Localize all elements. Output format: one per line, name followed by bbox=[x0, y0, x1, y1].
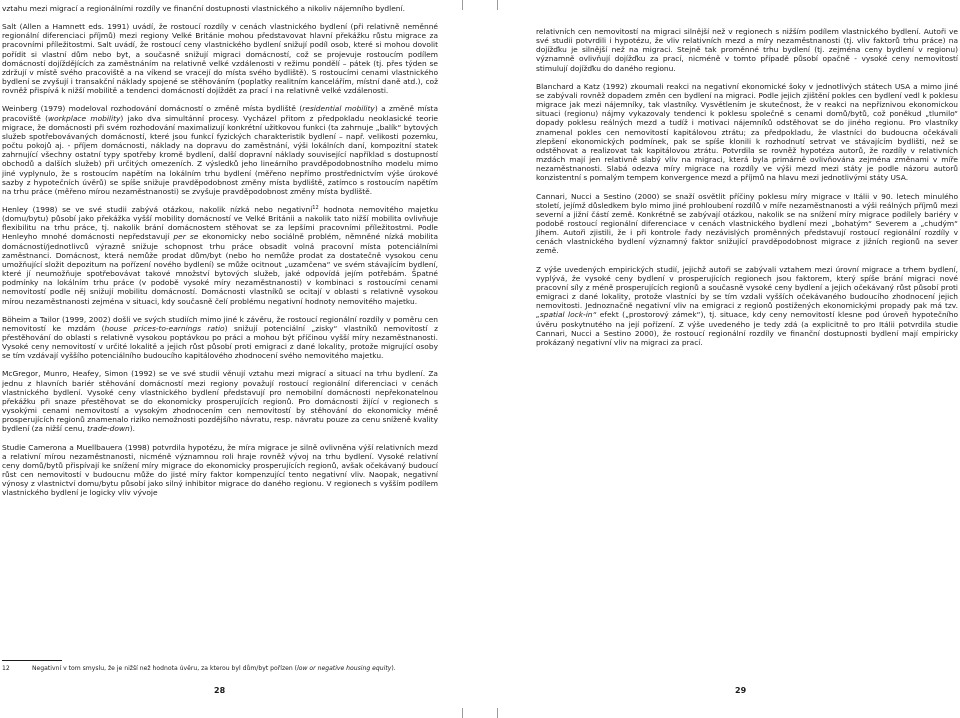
paragraph: Studie Camerona a Muellbauera (1998) potvrdila hypotézu, že míra migrace je silně ovlivněna výší relativních mezd a relativní mírou nezaměstnanosti, nicméně významnou roli hraje rovněž vývoj na trhu bydlení. Vysoké relativní ceny domů/bytů přispívají ke snížení míry migrace do ekonomicky prosperujících regionů, avšak očekávaný budoucí růst cen nemovitostí v budoucnu může do jisté míry faktor kompenzující tento negativní vliv. Naopak, negativní výnosy z vlastnictví domu/bytu působí jako silný inhibitor migrace do daného regionu. V regionech s vyšším podílem vlastnického bydlení je logicky vliv vývoje bbox=[2, 442, 438, 498]
page-number: 28 bbox=[214, 686, 226, 695]
page-number: 29 bbox=[735, 686, 747, 695]
paragraph: relativních cen nemovitostí na migraci silnější než v regionech s nižším podílem vlastnického bydlení. Autoři ve své studii potvrdili i hypotézu, že vliv relativních mezd a míry nezaměstnanosti (tj. vliv faktorů trhu práce) na dojížďku je silnější než na migraci. Stejně tak proměnné trhu bydlení (tj. zejména ceny bydlení v regionu) významně ovlivňují dojížďku za prací, nicméně v tomto případě působí opačně - vysoké ceny nemovitostí stimulují dojížďku do daného regionu. bbox=[536, 27, 958, 73]
footnote: 12 Negativní v tom smyslu, že je nižší než hodnota úvěru, za kterou byl dům/byt pořízen (low or negative housing equity). bbox=[2, 665, 396, 672]
left-text-column bbox=[2, 4, 438, 507]
crop-mark bbox=[497, 708, 498, 718]
paragraph: McGregor, Munro, Heafey, Simon (1992) se ve své studii věnují vztahu mezi migrací a situací na trhu bydlení. Za jednu z hlavních bariér stěhování domácností mezi regiony považují rostoucí regionální diferenciaci v cenách vlastnického bydlení. Vysoké ceny vlastnického bydlení představují pro nemobilní domácnosti nepřekonatelnou překážku při snaze přestěhovat se do ekonomicky prosperujících regionů. Pro domácnosti žijící v regionech s vysokými cenami nemovitostí a vysokým zhodnocením cen nemovitostí by stěhování do ekonomicky méně prosperujících regionů znamenalo riziko nemožnosti pozdějšího návratu, resp. návratu pouze za cenu sníženě kvality bydlení (za nižší cenu, trade-down). bbox=[2, 369, 438, 434]
paragraph: Weinberg (1979) modeloval rozhodování domácností o změně místa bydliště (residential mobility) a změně místa pracoviště (workplace mobility) jako dva simultánní procesy. Vycházel přitom z předpokladu neoklasické teorie migrace, že domácnosti při svém rozhodování maximalizují konkrétní užitkovou funkci (ta zahrnuje „balík“ bytových služeb spotřebovávaných domácností, které jsou funkcí fyzických charakteristik bydlení – např. velikosti pozemku, počtu pokojů aj. - příjem domácnosti, náklady na dopravu do zaměstnání, výši lokálních daní, kompozitní statek zahrnující všechny ostatní typy spotřeby kromě bydlení, další dopravní náklady související například s dostupností obchodů a dalších služeb) při určitých omezeních. Z výsledků jeho lineárního pravděpodobnostního modelu mimo jiné vyplynulo, že s rostoucím napětím na lokálním trhu bydlení (měřeno nepřímo prostřednictvím výše úrokové sazby z hypotečních úvěrů) se spíše snižuje pravděpodobnost změny místa bydliště, zatímco s rostoucím napětím na trhu práce (měřeno mírou nezaměstnanosti) se zvyšuje pravděpodobnost změny místa bydliště. bbox=[2, 104, 439, 196]
crop-mark bbox=[497, 0, 498, 10]
crop-mark bbox=[462, 0, 463, 10]
footnote-ref: 12 bbox=[312, 204, 319, 211]
right-page bbox=[480, 0, 960, 718]
paragraph: Z výše uvedených empirických studií, jejichž autoři se zabývali vztahem mezi úrovní migrace a trhem bydlení, vyplývá, že vysoké ceny bydlení v prosperujících regionech jsou faktorem, který spíše brání migraci nové pracovní síly z méně prosperujících regionů a současně vysoké ceny bydlení a jejich očekávaný růst působí proti emigraci z dané lokality, protože vlastníci by se tím vzdali vyšších očekávaného budoucího zhodnocení jejich nemovitosti. Jednoznačně negativní vliv na emigraci z regionů postižených ekonomickými propady pak má tzv. „spatial lock-in“ efekt („prostorový zámek“), tj. situace, kdy ceny nemovitostí klesne pod úroveň hypotečního úvěru poskytnutého na její pořízení. Z výše uvedeného je tedy zdá (a explicitně to pro Itálii potvrdila studie Cannari, Nucci a Sestino 2000), že rostoucí regionální rozdíly ve finanční dostupnosti bydlení mají empiricky prokázaný negativní vliv na migraci za prací. bbox=[536, 264, 959, 347]
paragraph: Henley (1998) se ve své studii zabývá otázkou, nakolik nízká nebo negativní$^{12}$ hodnota nemovitého majetku (domu/bytu) působí jako překážka vyšší mobility domácností ve Velké Británii a nakolik tato nižší mobilita ovlivňuje flexibilitu na trhu práce, tj. nakolik brání domácnostem stěhovat se za lepšími pracovními příležitostmi. Podle Henleyho mnohé domácnosti nepředstavují per se ekonomicky nebo sociálně problém, němněné nízká mobilita domácností/jednotlivců výrazně snižuje schopnost trhu práce obsadit volná pracovní místa potenciálními zaměstnanci. Domácnost, která nemůže prodat dům/byt (nebo ho nemůže prodat za dostatečně vysokou cenu umožňující složit depozitum na pořízení nového bydlení) se může ocitnout „uzamčena“ ve svém stávajícím bydlení, které jí neumožňuje spotřebovávat takové množství bytových služeb, jaké odpovídá jejím potřebám. Špatné podmínky na lokálním trhu práce (v podobě vysoké míry nezaměstnanosti) v kombinaci s rostoucími cenami nemovitostí podle něj snižují mobilitu domácností. Domácnosti vlastníků se ocitají v oblasti s relativně vysokou mírou nezaměstnanosti zejména v situaci, kdy současně čelí problému negativní hodnoty nemovitého majetku. bbox=[2, 204, 439, 306]
paragraph: Blanchard a Katz (1992) zkoumali reakci na negativní ekonomické šoky v jednotlivých státech USA a mimo jiné se zabývali rovněž dopadem změn cen bydlení na migraci. Podle jejich zjištění pokles cen bydlení vedl k poklesu migrace jak mezi nájemníky, tak vlastníky. Vysvětlením je skutečnost, že v reakci na nepříznivou ekonomickou situaci (regionu) nájmy vykazovaly tendenci k poklesu společně s cenami domů/bytů, což poněkud „tlumilo“ dopady poklesu reálných mezd a tudíž i motivaci nájemníků odstěhovat se do jiného regionu. Pro vlastníky znamenal pokles cen nemovitostí kapitálovou ztrátu; za předpokladu, že vlastníci do budoucna očekávali zlepšení ekonomických podmínek, pak se spíše klonili k rozhodnutí setrvat ve stávajícím bydlišti, než se odstěhovat a realizovat tak kapitálovou ztrátu. Potvrdila se rovněž hypotéza autorů, že rozdíly v relativních mzdách mají jen relativně slabý vliv na migraci, která byla primárně ovlivňována zejména změnami v míře nezaměstnanosti. Slabá odezva míry migrace na rozdíly ve výši mezd mezi státy je podle názoru autorů konzistentní s pomalým tempem konvergence mezd a příjmů na hlavu mezi jednotlivými státy USA. bbox=[536, 81, 958, 183]
footnote-number: 12 bbox=[2, 665, 10, 672]
footnote-rule bbox=[2, 660, 62, 661]
paragraph: Böheim a Tailor (1999, 2002) došli ve svých studiích mimo jiné k závěru, že rostoucí regionální rozdíly v poměru cen nemovitostí ke mzdám (house prices-to-earnings ratio) snižují potenciální „zisky“ vlastníků nemovitostí z přestěhování do oblasti s relativně vysokou poptávkou po práci a mohou být příčinou vyšší míry nezaměstnanosti. Vysoké ceny nemovitostí v určité lokalitě a jejich růst působí proti emigraci z dané lokality, protože migrující osoby se tím vzdávají vyššího potenciálního budoucího kapitálového zhodnocení svého nemovitého majetku. bbox=[2, 314, 438, 361]
paragraph: Cannari, Nucci a Sestino (2000) se snaží osvětlit příčiny poklesu míry migrace v Itálii v 90. letech minulého století, jejímž důsledkem bylo mimo jiné prohloubení rozdílů v míře nezaměstnanosti a výši reálných příjmů mezi severní a jižní částí země. Konkrétně se zabývají otázkou, nakolik se na snížení míry migrace podílely bariéry v podobě rostoucí regionální diferenciace v cenách vlastnického bydlení mezi „bohatým“ Severem a „chudým“ Jihem. Autoři zjistili, že i při kontrole řady nezávislých proměnných představují rostoucí regionální rozdíly v cenách vlastnického bydlení významný faktor snižující pravděpodobnost migrace z jižních regionů na sever země. bbox=[536, 191, 958, 256]
crop-mark bbox=[462, 708, 463, 718]
paragraph: vztahu mezi migrací a regionálními rozdíly ve finanční dostupnosti vlastnického a nikoliv nájemního bydlení. bbox=[2, 4, 405, 13]
right-text-column bbox=[536, 27, 958, 356]
paragraph: Salt (Allen a Hamnett eds. 1991) uvádí, že rostoucí rozdíly v cenách vlastnického bydlení (při relativně neměnné regionální diferenciaci příjmů) mezi regiony Velké Británie mohou představovat hlavní překážku růstu migrace za pracovními příležitostmi. Salt uvádí, že rostoucí ceny vlastnického bydlení snižují podíl osob, které si mohou dovolit pořídit si vlastní dům nebo byt, a současně snižují migraci domácností, což se projevuje rostoucím podílem domácností dojíždějících za zaměstnáním na relativně velké vzdálenosti v režimu pondělí – pátek (tj. přes týden se zdržují v místě svého pracoviště a na víkend se vracejí do místa svého bydliště). S rostoucími cenami vlastnického bydlení se zvyšují i transakční náklady spojené se stěhováním (poplatky realitním kancelářím, místní daně atd.), což rovněž přispívá k nižší mobilitě a tendenci domácností dojíždět za prací i na relativně velké vzdálenosti. bbox=[2, 22, 438, 96]
